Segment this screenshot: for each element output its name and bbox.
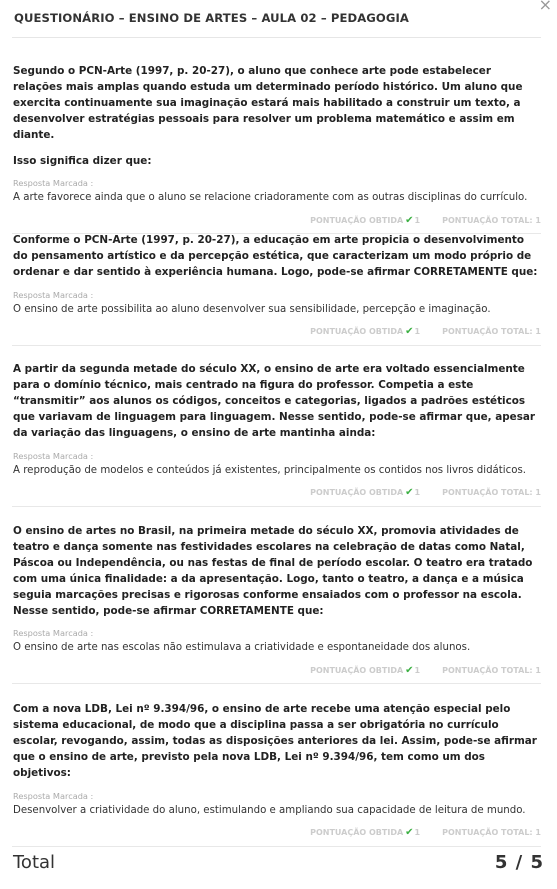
answer-label: Resposta Marcada : [13,628,94,639]
score-obtained [310,326,420,337]
score-total [442,327,541,336]
score-obtained-value: 1 [414,488,421,498]
question-block [0,64,557,234]
answer-label: Resposta Marcada : [13,450,94,461]
score-total [442,216,541,225]
question-text: Conforme o PCN-Arte (1997, p. 20-27), a educação em arte propicia o desenvolvimento do pensamento artístico e da percepção estética, que caracterizam um modo próprio de ordenar e dar sentido à experiência humana. Logo, pode-se afirmar CORRETAMENTE que: [13,234,538,278]
score-total [442,828,541,837]
question-divider [12,683,541,684]
score-obtained [310,665,420,676]
total-label: Total [13,852,56,873]
score-total-label: PONTUAÇÃO TOTAL: [442,215,533,225]
score-total-value: 1 [535,665,541,675]
score-total-value: 1 [535,828,541,838]
score-obtained-value: 1 [414,828,421,838]
score-total [442,666,541,675]
answer-label: Resposta Marcada : [13,289,94,300]
answer-text: A reprodução de modelos e conteúdos já existentes, principalmente os contidos nos livros didáticos. [13,464,526,476]
score-obtained [310,215,420,226]
score-total-label: PONTUAÇÃO TOTAL: [442,327,533,337]
answer-text: O ensino de arte possibilita ao aluno desenvolver sua sensibilidade, percepção e imaginação. [13,303,491,315]
question-divider [12,846,541,847]
score-total-label: PONTUAÇÃO TOTAL: [442,828,533,838]
total-value: 5 / 5 [494,852,544,873]
question-block [0,362,557,507]
question-text: Segundo o PCN-Arte (1997, p. 20-27), o aluno que conhece arte pode estabelecer relações mais amplas quando estuda um determinado período histórico. Um aluno que exercita continuamente sua imaginação estará mais habilitado a construir um texto, a desenvolver estratégias pessoais para resolver um problema matemático e assim em diante. [13,65,523,141]
question-text: O ensino de artes no Brasil, na primeira metade do século XX, promovia atividades de teatro e dança somente nas festividades escolares na celebração de datas como Natal, Páscoa ou Independência, ou nas festas de final de período escolar. O teatro era tratado com uma única finalidade: a da apresentação. Logo, tanto o teatro, a dança e a música seguia marcações precisas e rigorosas conforme ensaiados com o professor na escola. Nesse sentido, pode-se afirmar CORRETAMENTE que: [13,525,533,617]
score-total-value: 1 [535,215,541,225]
check-icon: ✔ [405,664,414,676]
close-icon[interactable]: × [538,0,552,14]
check-icon: ✔ [405,326,414,338]
score-row [13,827,541,839]
score-obtained-label: PONTUAÇÃO OBTIDA [310,327,404,337]
header-divider [12,37,541,38]
check-icon: ✔ [405,214,414,226]
answer-label: Resposta Marcada : [13,178,94,189]
score-obtained-label: PONTUAÇÃO OBTIDA [310,488,404,498]
check-icon: ✔ [405,827,414,839]
score-total [442,488,541,497]
question-subtext: Isso significa dizer que: [13,154,152,167]
score-obtained-label: PONTUAÇÃO OBTIDA [310,665,404,675]
check-icon: ✔ [405,487,414,499]
score-obtained-label: PONTUAÇÃO OBTIDA [310,828,404,838]
score-total-value: 1 [535,327,541,337]
page-title: QUESTIONÁRIO – ENSINO DE ARTES – AULA 02 – PEDAGOGIA [14,11,409,25]
score-obtained-label: PONTUAÇÃO OBTIDA [310,215,404,225]
score-obtained-value: 1 [414,327,421,337]
answer-text: Desenvolver a criatividade do aluno, estimulando e ampliando sua capacidade de leitura de mundo. [13,804,526,816]
score-obtained [310,827,420,838]
question-divider [12,506,541,507]
answer-label: Resposta Marcada : [13,790,94,801]
question-divider [12,345,541,346]
score-row [13,487,541,499]
question-block [0,524,557,684]
total-row [13,852,544,873]
answer-text: A arte favorece ainda que o aluno se relacione criadoramente com as outras disciplinas do currículo. [13,192,528,204]
question-block [0,702,557,847]
question-text: Com a nova LDB, Lei nº 9.394/96, o ensino de arte recebe uma atenção especial pelo sistema educacional, de modo que a disciplina passa a ser obrigatória no currículo escolar, revogando, assim, todas as disposições anteriores da lei. Assim, pode-se afirmar que o ensino de arte, previsto pela nova LDB, Lei nº 9.394/96, tem como um dos objetivos: [13,703,537,779]
score-row [13,326,541,338]
score-obtained [310,487,420,498]
question-block [0,233,557,346]
score-row [13,664,541,676]
score-total-label: PONTUAÇÃO TOTAL: [442,665,533,675]
score-row [13,214,541,226]
score-total-value: 1 [535,488,541,498]
score-obtained-value: 1 [414,665,421,675]
answer-text: O ensino de arte nas escolas não estimulava a criatividade e espontaneidade dos alunos. [13,642,471,654]
question-text: A partir da segunda metade do século XX, o ensino de arte era voltado essencialmente para o domínio técnico, mais centrado na figura do professor. Competia a este “transmitir” aos alunos os códigos, conceitos e categorias, ligados a padrões estéticos que variavam de linguagem para linguagem. Nesse sentido, pode-se afirmar que, apesar da variação das linguagens, o ensino de arte mantinha ainda: [13,363,536,439]
score-obtained-value: 1 [414,215,421,225]
score-total-label: PONTUAÇÃO TOTAL: [442,488,533,498]
